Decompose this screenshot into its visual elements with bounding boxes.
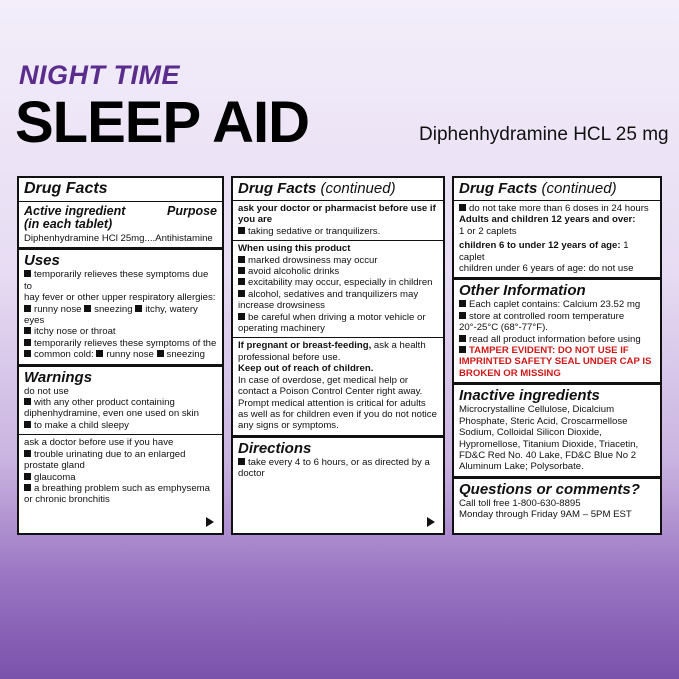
drug-facts-heading: Drug Facts: [24, 180, 108, 197]
ask-doctor-label: ask a doctor before use if you have: [24, 437, 174, 449]
drug-facts-continued-heading: Drug Facts (continued): [238, 180, 396, 197]
continue-arrow-icon: [427, 517, 435, 527]
bullet-icon: [238, 227, 245, 234]
bullet-icon: [24, 305, 31, 312]
bullet-icon: [459, 300, 466, 307]
warning-item: trouble urinating due to an enlarged prostate gland: [24, 448, 186, 472]
hours-text: Monday through Friday 9AM – 5PM EST: [459, 509, 632, 521]
overdose-text: In case of overdose, get medical help or contact a Poison Control Center right away. Prompt medical attention is critical for adults as well as for children even if you do not notice any signs or symptoms.: [238, 374, 437, 432]
bullet-icon: [24, 339, 31, 346]
adults-label: Adults and children 12 years and over:: [459, 214, 636, 226]
warnings-heading: Warnings: [24, 368, 93, 386]
bullet-icon: [238, 458, 245, 465]
warning-item: with any other product containing diphenhydramine, even one used on skin: [24, 397, 199, 420]
bullet-icon: [24, 473, 31, 480]
bullet-icon: [459, 335, 466, 342]
under-6-dose: children under 6 years of age: do not use: [459, 263, 634, 275]
warning-item: be careful when driving a motor vehicle or operating machinery: [238, 311, 426, 335]
bullet-icon: [238, 256, 245, 263]
uses-heading: Uses: [24, 252, 60, 270]
bullet-icon: [459, 346, 466, 353]
toll-free-number: Call toll free 1-800-630-8895: [459, 497, 581, 509]
bullet-icon: [238, 267, 245, 274]
bullet-icon: [157, 350, 164, 357]
uses-line: temporarily relieves these symptoms due to: [24, 269, 209, 292]
bullet-icon: [238, 313, 245, 320]
keep-out-label: Keep out of reach of children.: [238, 363, 374, 375]
bullet-icon: [24, 350, 31, 357]
children-dose: children 6 to under 12 years of age: 1 caplet: [459, 240, 629, 263]
pregnant-warning: If pregnant or breast-feeding, ask a health professional before use.: [238, 340, 426, 363]
bullet-icon: [24, 484, 31, 491]
warning-item: avoid alcoholic drinks: [238, 266, 438, 277]
other-info-item: read all product information before using: [459, 334, 655, 345]
when-using-label: When using this product: [238, 243, 351, 255]
other-info-item: store at controlled room temperature 20°-25°C (68°-77°F).: [459, 310, 625, 334]
drug-facts-panel-1: [17, 176, 224, 535]
bullet-icon: [135, 305, 142, 312]
tamper-evident-warning: TAMPER EVIDENT: DO NOT USE IF IMPRINTED SAFETY SEAL UNDER CAP IS BROKEN OR MISSING: [459, 345, 652, 379]
bullet-icon: [24, 398, 31, 405]
other-information-heading: Other Information: [459, 282, 586, 300]
warning-item: taking sedative or tranquilizers.: [238, 226, 438, 237]
warning-item: marked drowsiness may occur: [238, 255, 438, 266]
directions-item: take every 4 to 6 hours, or as directed by a doctor: [238, 456, 430, 480]
bullet-icon: [24, 421, 31, 428]
ask-pharmacist-label: ask your doctor or pharmacist before use if you are: [238, 203, 436, 226]
uses-line: itchy nose or throat: [24, 326, 217, 337]
inactive-ingredients-heading: Inactive ingredients: [459, 387, 600, 405]
bullet-icon: [96, 350, 103, 357]
warning-item: a breathing problem such as emphysema or chronic bronchitis: [24, 482, 210, 506]
bullet-icon: [238, 290, 245, 297]
adults-value: 1 or 2 caplets: [459, 225, 517, 237]
questions-heading: Questions or comments?: [459, 480, 640, 498]
active-ingredient-sub: [24, 218, 217, 231]
bullet-icon: [84, 305, 91, 312]
active-ingredient-value: Diphenhydramine HCl 25mg....Antihistamine: [24, 233, 213, 244]
uses-line: temporarily relieves these symptoms of the: [24, 338, 217, 349]
uses-line: hay fever or other upper respiratory allergies:: [24, 292, 216, 304]
bullet-icon: [238, 278, 245, 285]
drug-facts-continued-heading: Drug Facts (continued): [459, 180, 617, 197]
bullet-icon: [24, 327, 31, 334]
purpose-label: Purpose: [166, 204, 217, 218]
uses-line: common cold: runny nose sneezing: [24, 349, 217, 360]
sleep-aid-title: SLEEP AID: [15, 90, 309, 155]
directions-heading: Directions: [238, 439, 312, 457]
warning-item: glaucoma: [24, 472, 217, 483]
uses-line: runny nose sneezing itchy, watery eyes: [24, 303, 198, 327]
dose-limit: do not take more than 6 doses in 24 hours: [459, 203, 655, 214]
warning-item: excitability may occur, especially in children: [238, 277, 438, 288]
drug-facts-panel-2: [231, 176, 445, 535]
warning-item: to make a child sleepy: [24, 420, 217, 431]
do-not-use-label: do not use: [24, 385, 69, 397]
bullet-icon: [24, 270, 31, 277]
drug-facts-panel-3: [452, 176, 662, 535]
other-info-item: Each caplet contains: Calcium 23.52 mg: [459, 299, 655, 310]
warning-item: alcohol, sedatives and tranquilizers may increase drowsiness: [238, 288, 419, 312]
active-ingredient-label: Active ingredient: [24, 204, 126, 218]
in-each-tablet-label: (in each tablet): [24, 217, 113, 231]
bullet-icon: [24, 450, 31, 457]
inactive-ingredients-text: Microcrystalline Cellulose, Dicalcium Phosphate, Steric Acid, Croscarmellose Sodium, Colloidal Silicon Dioxide, Hypromellose, Titanium Dioxide, Triacetin, FD&C Red No. 40 Lake, FD&C Blue No 2 Aluminum Lake; Polysorbate.: [459, 404, 639, 473]
night-time-subtitle: NIGHT TIME: [19, 60, 180, 90]
continue-arrow-icon: [206, 517, 214, 527]
bullet-icon: [459, 204, 466, 211]
ingredient-dose: Diphenhydramine HCL 25 mg: [419, 124, 669, 145]
bullet-icon: [459, 312, 466, 319]
